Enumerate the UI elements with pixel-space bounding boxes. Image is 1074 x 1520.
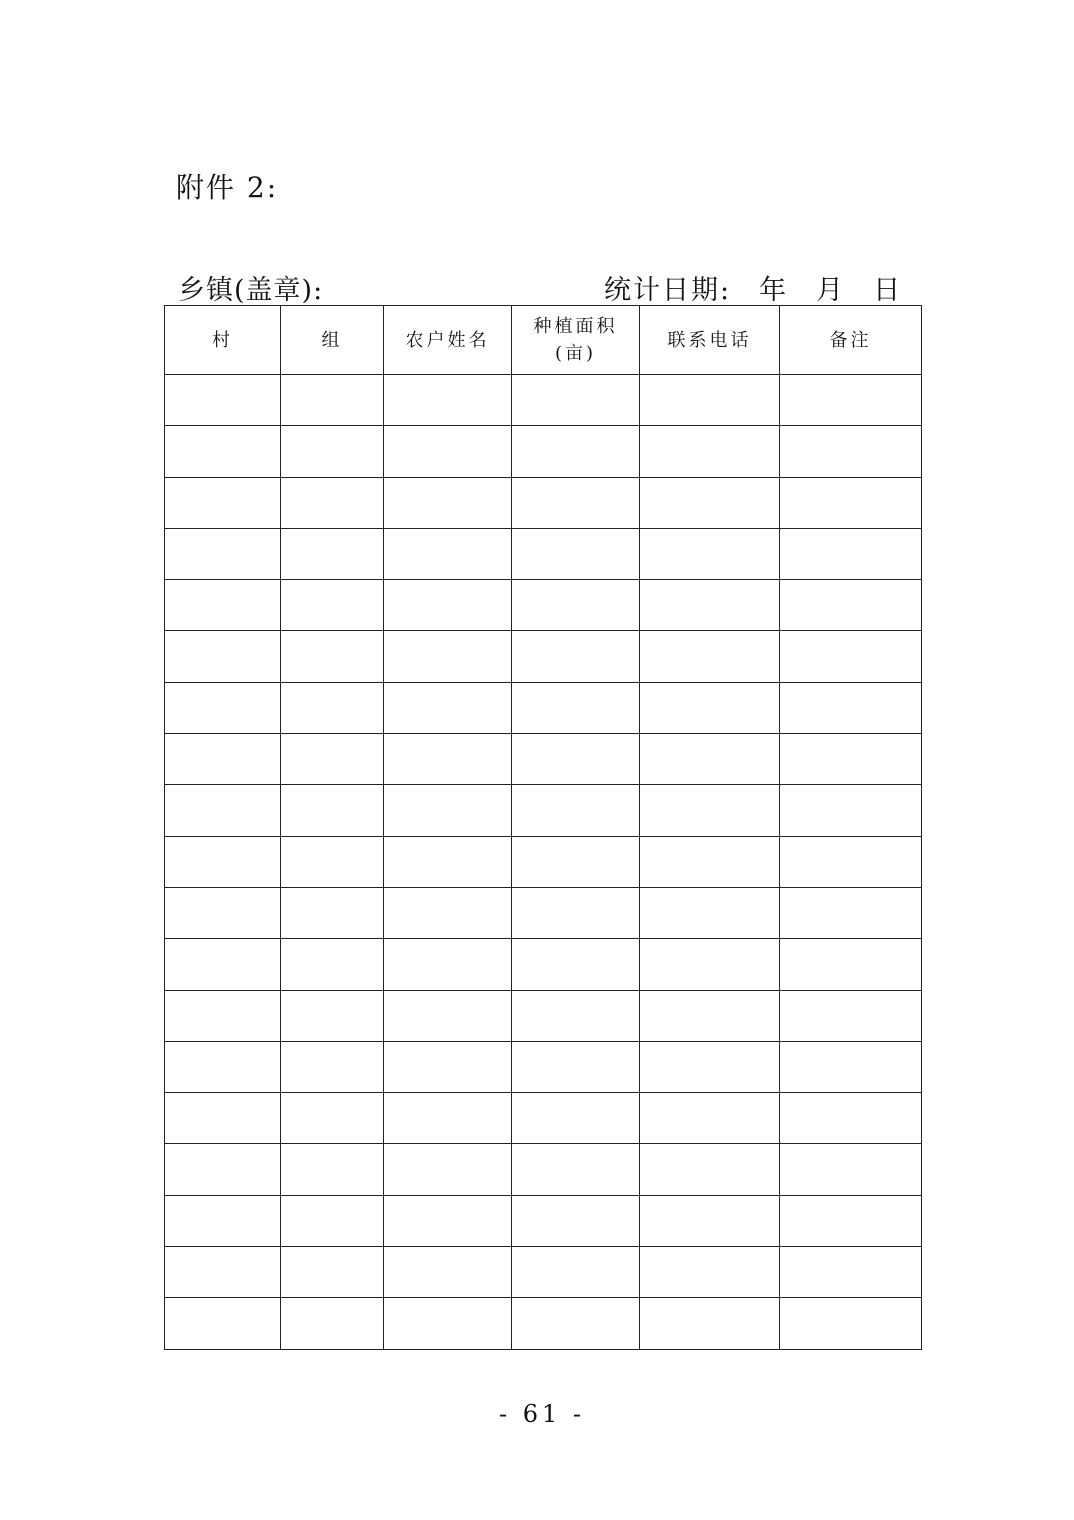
header-planting-area [512,306,640,375]
cell-village[interactable] [165,1041,281,1092]
planting-register-table [164,305,922,1350]
cell-planting-area[interactable] [512,580,640,631]
cell-planting-area[interactable] [512,375,640,426]
cell-remarks[interactable] [780,477,922,528]
cell-village[interactable] [165,477,281,528]
cell-phone[interactable] [640,580,780,631]
table-row [165,836,922,887]
table-row [165,528,922,579]
cell-remarks[interactable] [780,887,922,938]
table-row [165,1144,922,1195]
cell-phone[interactable] [640,375,780,426]
cell-farmer-name[interactable] [384,1298,512,1349]
cell-village[interactable] [165,1298,281,1349]
cell-remarks[interactable] [780,1144,922,1195]
cell-farmer-name[interactable] [384,939,512,990]
cell-village[interactable] [165,1144,281,1195]
header-phone: 联系电话 [640,306,780,375]
header-group: 组 [281,306,384,375]
cell-farmer-name[interactable] [384,1247,512,1298]
cell-phone[interactable] [640,528,780,579]
year-label: 年 [759,275,789,306]
cell-farmer-name[interactable] [384,1144,512,1195]
cell-remarks[interactable] [780,1041,922,1092]
cell-village[interactable] [165,375,281,426]
table-row [165,580,922,631]
cell-planting-area[interactable] [512,939,640,990]
cell-remarks[interactable] [780,1298,922,1349]
cell-remarks[interactable] [780,580,922,631]
table-row [165,426,922,477]
cell-village[interactable] [165,631,281,682]
cell-group[interactable] [281,1144,384,1195]
cell-remarks[interactable] [780,375,922,426]
cell-planting-area[interactable] [512,1093,640,1144]
cell-farmer-name[interactable] [384,682,512,733]
stat-date-label: 统计日期: [604,275,732,306]
cell-group[interactable] [281,887,384,938]
table-row [165,1093,922,1144]
cell-farmer-name[interactable] [384,785,512,836]
cell-village[interactable] [165,580,281,631]
cell-remarks[interactable] [780,734,922,785]
cell-planting-area[interactable] [512,1144,640,1195]
cell-group[interactable] [281,375,384,426]
cell-group[interactable] [281,426,384,477]
cell-phone[interactable] [640,887,780,938]
cell-group[interactable] [281,1041,384,1092]
day-label: 日 [873,275,903,306]
township-seal-label: 乡镇(盖章): [178,275,324,306]
cell-planting-area[interactable] [512,682,640,733]
cell-planting-area[interactable] [512,631,640,682]
cell-phone[interactable] [640,836,780,887]
cell-remarks[interactable] [780,1093,922,1144]
cell-phone[interactable] [640,785,780,836]
cell-remarks[interactable] [780,631,922,682]
table-row [165,1298,922,1349]
cell-phone[interactable] [640,477,780,528]
cell-phone[interactable] [640,1247,780,1298]
cell-planting-area[interactable] [512,1298,640,1349]
cell-farmer-name[interactable] [384,990,512,1041]
cell-phone[interactable] [640,1144,780,1195]
header-village: 村 [165,306,281,375]
table-row [165,1195,922,1246]
cell-phone[interactable] [640,631,780,682]
cell-remarks[interactable] [780,426,922,477]
table-header-row [165,306,922,375]
header-planting-area-label: 种植面积 [533,316,618,337]
cell-village[interactable] [165,1247,281,1298]
cell-phone[interactable] [640,990,780,1041]
table-row [165,887,922,938]
cell-phone[interactable] [640,1298,780,1349]
cell-phone[interactable] [640,682,780,733]
cell-farmer-name[interactable] [384,734,512,785]
cell-planting-area[interactable] [512,836,640,887]
cell-planting-area[interactable] [512,477,640,528]
cell-group[interactable] [281,682,384,733]
cell-group[interactable] [281,1195,384,1246]
cell-farmer-name[interactable] [384,426,512,477]
cell-planting-area[interactable] [512,785,640,836]
cell-phone[interactable] [640,1195,780,1246]
table-row [165,477,922,528]
cell-group[interactable] [281,528,384,579]
cell-remarks[interactable] [780,1195,922,1246]
header-remarks: 备注 [780,306,922,375]
cell-planting-area[interactable] [512,887,640,938]
cell-remarks[interactable] [780,1247,922,1298]
cell-farmer-name[interactable] [384,1195,512,1246]
cell-phone[interactable] [640,426,780,477]
cell-farmer-name[interactable] [384,1041,512,1092]
table-row [165,682,922,733]
cell-village[interactable] [165,836,281,887]
table-row [165,1041,922,1092]
month-label: 月 [816,275,846,306]
cell-phone[interactable] [640,939,780,990]
table-row [165,1247,922,1298]
cell-group[interactable] [281,1247,384,1298]
table-row [165,375,922,426]
cell-village[interactable] [165,939,281,990]
cell-village[interactable] [165,426,281,477]
cell-village[interactable] [165,990,281,1041]
cell-remarks[interactable] [780,990,922,1041]
header-farmer-name: 农户姓名 [384,306,512,375]
table-body [165,375,922,1350]
cell-farmer-name[interactable] [384,836,512,887]
cell-planting-area[interactable] [512,528,640,579]
cell-village[interactable] [165,528,281,579]
cell-planting-area[interactable] [512,426,640,477]
cell-farmer-name[interactable] [384,580,512,631]
cell-group[interactable] [281,580,384,631]
cell-farmer-name[interactable] [384,631,512,682]
cell-remarks[interactable] [780,528,922,579]
cell-planting-area[interactable] [512,734,640,785]
cell-phone[interactable] [640,1041,780,1092]
page-number: - 61 - [498,1400,585,1428]
cell-phone[interactable] [640,1093,780,1144]
cell-planting-area[interactable] [512,1247,640,1298]
cell-remarks[interactable] [780,682,922,733]
cell-group[interactable] [281,836,384,887]
table-row [165,734,922,785]
cell-group[interactable] [281,990,384,1041]
cell-group[interactable] [281,785,384,836]
cell-village[interactable] [165,734,281,785]
cell-village[interactable] [165,682,281,733]
cell-farmer-name[interactable] [384,477,512,528]
cell-phone[interactable] [640,734,780,785]
stat-date-line [604,268,902,307]
cell-planting-area[interactable] [512,990,640,1041]
cell-farmer-name[interactable] [384,375,512,426]
cell-planting-area[interactable] [512,1041,640,1092]
cell-village[interactable] [165,887,281,938]
cell-farmer-name[interactable] [384,1093,512,1144]
cell-group[interactable] [281,939,384,990]
cell-remarks[interactable] [780,836,922,887]
cell-group[interactable] [281,631,384,682]
cell-village[interactable] [165,1195,281,1246]
cell-village[interactable] [165,1093,281,1144]
cell-village[interactable] [165,785,281,836]
table-row [165,939,922,990]
cell-farmer-name[interactable] [384,528,512,579]
cell-farmer-name[interactable] [384,887,512,938]
cell-group[interactable] [281,734,384,785]
attachment-title: 附件 2: [176,171,279,204]
table-row [165,631,922,682]
cell-group[interactable] [281,477,384,528]
cell-group[interactable] [281,1298,384,1349]
cell-remarks[interactable] [780,939,922,990]
table-row [165,785,922,836]
cell-group[interactable] [281,1093,384,1144]
cell-remarks[interactable] [780,785,922,836]
header-planting-area-unit: (亩) [554,343,597,364]
table-row [165,990,922,1041]
cell-planting-area[interactable] [512,1195,640,1246]
